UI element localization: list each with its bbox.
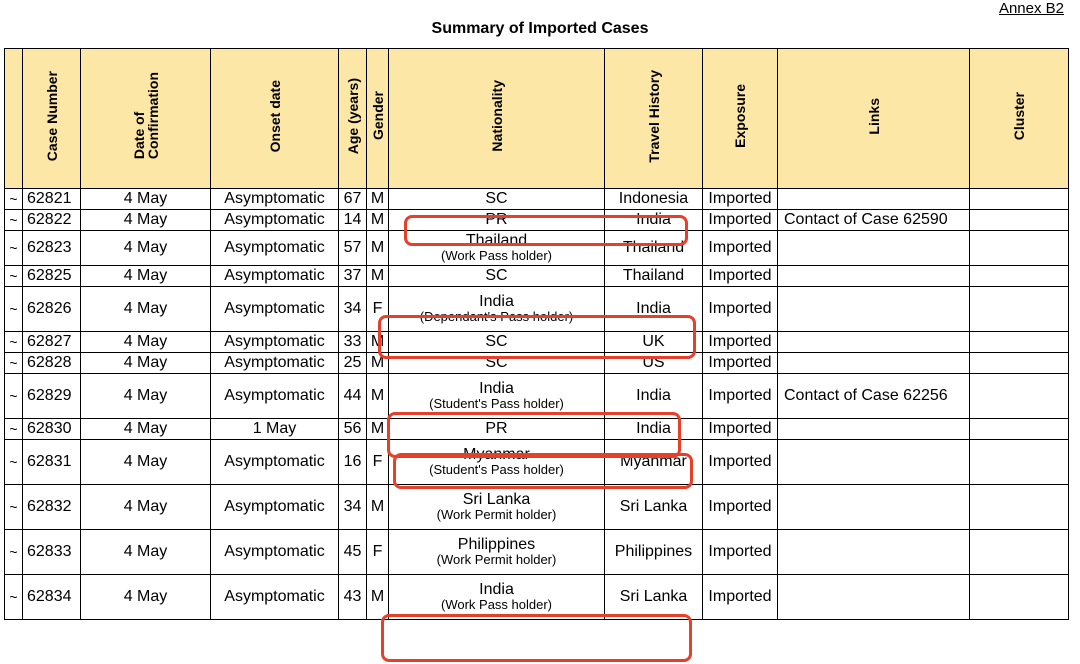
table-row (5, 353, 1069, 374)
age-cell: 57 (339, 231, 367, 266)
nationality-value: India (479, 581, 514, 598)
pass-type: (Work Permit holder) (436, 507, 557, 522)
age-cell: 43 (339, 575, 367, 620)
exposure-cell: Imported (703, 332, 778, 353)
pass-type: (Dependant's Pass holder) (419, 309, 574, 324)
date-cell: 4 May (81, 231, 211, 266)
gender-cell: M (367, 485, 389, 530)
date-cell: 4 May (81, 419, 211, 440)
exposure-cell: Imported (703, 530, 778, 575)
case-number-cell: 62833 (23, 530, 81, 575)
pass-type: (Student's Pass holder) (429, 462, 564, 477)
links-cell (778, 189, 970, 210)
links-cell: Contact of Case 62256 (778, 374, 970, 419)
gender-cell: F (367, 530, 389, 575)
onset-cell: Asymptomatic (211, 231, 339, 266)
date-cell: 4 May (81, 332, 211, 353)
cluster-cell (970, 530, 1069, 575)
links-cell (778, 332, 970, 353)
cluster-cell (970, 485, 1069, 530)
case-number-cell: 62825 (23, 266, 81, 287)
nationality-cell (389, 231, 605, 266)
header-row (5, 49, 1069, 189)
nationality-value: SC (485, 267, 508, 284)
case-number-cell: 62821 (23, 189, 81, 210)
table-row (5, 189, 1069, 210)
date-cell: 4 May (81, 575, 211, 620)
links-cell: Contact of Case 62590 (778, 210, 970, 231)
age-cell: 14 (339, 210, 367, 231)
cluster-cell (970, 189, 1069, 210)
nationality-cell (389, 374, 605, 419)
travel-history-cell: Philippines (605, 530, 703, 575)
exposure-cell: Imported (703, 374, 778, 419)
nationality-cell (389, 485, 605, 530)
links-cell (778, 440, 970, 485)
header-date-of-confirmation: Date of Confirmation (81, 49, 211, 189)
marker-cell: ~ (5, 210, 23, 231)
exposure-cell: Imported (703, 266, 778, 287)
marker-cell: ~ (5, 287, 23, 332)
table-row (5, 575, 1069, 620)
exposure-cell: Imported (703, 189, 778, 210)
date-cell: 4 May (81, 266, 211, 287)
links-cell (778, 485, 970, 530)
table-row (5, 440, 1069, 485)
marker-cell: ~ (5, 530, 23, 575)
header-exposure: Exposure (703, 49, 778, 189)
date-cell: 4 May (81, 287, 211, 332)
cluster-cell (970, 440, 1069, 485)
cluster-cell (970, 332, 1069, 353)
annex-label: Annex B2 (998, 0, 1064, 17)
onset-cell: Asymptomatic (211, 189, 339, 210)
marker-cell: ~ (5, 440, 23, 485)
header-onset-date: Onset date (211, 49, 339, 189)
nationality-value: PR (485, 211, 508, 228)
gender-cell: M (367, 353, 389, 374)
marker-cell: ~ (5, 374, 23, 419)
age-cell: 67 (339, 189, 367, 210)
onset-cell: Asymptomatic (211, 575, 339, 620)
exposure-cell: Imported (703, 210, 778, 231)
marker-cell: ~ (5, 575, 23, 620)
exposure-cell: Imported (703, 575, 778, 620)
age-cell: 16 (339, 440, 367, 485)
cluster-cell (970, 287, 1069, 332)
exposure-cell: Imported (703, 231, 778, 266)
marker-cell: ~ (5, 189, 23, 210)
exposure-cell: Imported (703, 485, 778, 530)
nationality-value: Myanmar (463, 446, 530, 463)
page-title: Summary of Imported Cases (431, 20, 649, 37)
nationality-cell (389, 440, 605, 485)
header-nationality: Nationality (389, 49, 605, 189)
onset-cell: Asymptomatic (211, 530, 339, 575)
gender-cell: M (367, 419, 389, 440)
pass-type: (Work Pass holder) (440, 597, 552, 612)
nationality-value: SC (485, 333, 508, 350)
gender-cell: M (367, 575, 389, 620)
date-cell: 4 May (81, 353, 211, 374)
header-gender: Gender (367, 49, 389, 189)
marker-cell: ~ (5, 485, 23, 530)
case-number-cell: 62823 (23, 231, 81, 266)
header-age: Age (years) (339, 49, 367, 189)
header-case-number: Case Number (23, 49, 81, 189)
travel-history-cell: India (605, 374, 703, 419)
case-number-cell: 62827 (23, 332, 81, 353)
cluster-cell (970, 210, 1069, 231)
age-cell: 34 (339, 287, 367, 332)
case-number-cell: 62831 (23, 440, 81, 485)
date-cell: 4 May (81, 440, 211, 485)
nationality-cell (389, 575, 605, 620)
travel-history-cell: Myanmar (605, 440, 703, 485)
travel-history-cell: India (605, 287, 703, 332)
onset-cell: Asymptomatic (211, 353, 339, 374)
marker-cell: ~ (5, 231, 23, 266)
onset-cell: Asymptomatic (211, 440, 339, 485)
links-cell (778, 575, 970, 620)
travel-history-cell: Sri Lanka (605, 575, 703, 620)
imported-cases-table (4, 48, 1069, 620)
cluster-cell (970, 231, 1069, 266)
case-number-cell: 62834 (23, 575, 81, 620)
nationality-cell (389, 287, 605, 332)
gender-cell: M (367, 374, 389, 419)
links-cell (778, 266, 970, 287)
travel-history-cell: India (605, 210, 703, 231)
nationality-cell (389, 353, 605, 374)
nationality-value: India (479, 380, 514, 397)
nationality-value: Sri Lanka (462, 491, 531, 508)
links-cell (778, 419, 970, 440)
gender-cell: F (367, 287, 389, 332)
gender-cell: M (367, 332, 389, 353)
date-cell: 4 May (81, 485, 211, 530)
onset-cell: Asymptomatic (211, 485, 339, 530)
onset-cell: Asymptomatic (211, 332, 339, 353)
cluster-cell (970, 419, 1069, 440)
links-cell (778, 530, 970, 575)
age-cell: 34 (339, 485, 367, 530)
table-row (5, 419, 1069, 440)
cluster-cell (970, 353, 1069, 374)
date-cell: 4 May (81, 210, 211, 231)
nationality-value: India (479, 293, 514, 310)
nationality-cell (389, 332, 605, 353)
onset-cell: Asymptomatic (211, 374, 339, 419)
pass-type: (Work Permit holder) (436, 552, 557, 567)
date-cell: 4 May (81, 189, 211, 210)
travel-history-cell: Indonesia (605, 189, 703, 210)
exposure-cell: Imported (703, 440, 778, 485)
table-row (5, 374, 1069, 419)
links-cell (778, 287, 970, 332)
gender-cell: M (367, 189, 389, 210)
gender-cell: M (367, 266, 389, 287)
pass-type: (Student's Pass holder) (429, 396, 564, 411)
nationality-value: PR (485, 420, 508, 437)
header-travel-history: Travel History (605, 49, 703, 189)
age-cell: 44 (339, 374, 367, 419)
case-number-cell: 62830 (23, 419, 81, 440)
onset-cell: Asymptomatic (211, 287, 339, 332)
nationality-value: SC (485, 354, 508, 371)
pass-type: (Work Pass holder) (440, 248, 552, 263)
nationality-cell (389, 210, 605, 231)
onset-cell: Asymptomatic (211, 210, 339, 231)
travel-history-cell: UK (605, 332, 703, 353)
date-cell: 4 May (81, 374, 211, 419)
header-cluster: Cluster (970, 49, 1069, 189)
header-links: Links (778, 49, 970, 189)
travel-history-cell: US (605, 353, 703, 374)
gender-cell: M (367, 231, 389, 266)
nationality-cell (389, 419, 605, 440)
case-number-cell: 62826 (23, 287, 81, 332)
case-number-cell: 62832 (23, 485, 81, 530)
case-number-cell: 62822 (23, 210, 81, 231)
gender-cell: F (367, 440, 389, 485)
marker-cell: ~ (5, 419, 23, 440)
table-row (5, 530, 1069, 575)
links-cell (778, 231, 970, 266)
case-number-cell: 62829 (23, 374, 81, 419)
table-row (5, 332, 1069, 353)
table-row (5, 266, 1069, 287)
marker-cell: ~ (5, 332, 23, 353)
age-cell: 33 (339, 332, 367, 353)
age-cell: 56 (339, 419, 367, 440)
travel-history-cell: India (605, 419, 703, 440)
onset-cell: 1 May (211, 419, 339, 440)
exposure-cell: Imported (703, 419, 778, 440)
nationality-cell (389, 189, 605, 210)
marker-cell: ~ (5, 266, 23, 287)
header-marker (5, 49, 23, 189)
nationality-cell (389, 530, 605, 575)
highlight-box (381, 614, 692, 662)
nationality-cell (389, 266, 605, 287)
cluster-cell (970, 575, 1069, 620)
nationality-value: Philippines (457, 536, 536, 553)
table-row (5, 287, 1069, 332)
table-row (5, 210, 1069, 231)
marker-cell: ~ (5, 353, 23, 374)
onset-cell: Asymptomatic (211, 266, 339, 287)
table-row (5, 231, 1069, 266)
date-cell: 4 May (81, 530, 211, 575)
table-row (5, 485, 1069, 530)
nationality-value: SC (485, 190, 508, 207)
exposure-cell: Imported (703, 353, 778, 374)
cluster-cell (970, 374, 1069, 419)
nationality-value: Thailand (465, 232, 528, 249)
age-cell: 25 (339, 353, 367, 374)
links-cell (778, 353, 970, 374)
travel-history-cell: Thailand (605, 231, 703, 266)
cluster-cell (970, 266, 1069, 287)
gender-cell: M (367, 210, 389, 231)
age-cell: 45 (339, 530, 367, 575)
travel-history-cell: Thailand (605, 266, 703, 287)
case-number-cell: 62828 (23, 353, 81, 374)
age-cell: 37 (339, 266, 367, 287)
travel-history-cell: Sri Lanka (605, 485, 703, 530)
exposure-cell: Imported (703, 287, 778, 332)
